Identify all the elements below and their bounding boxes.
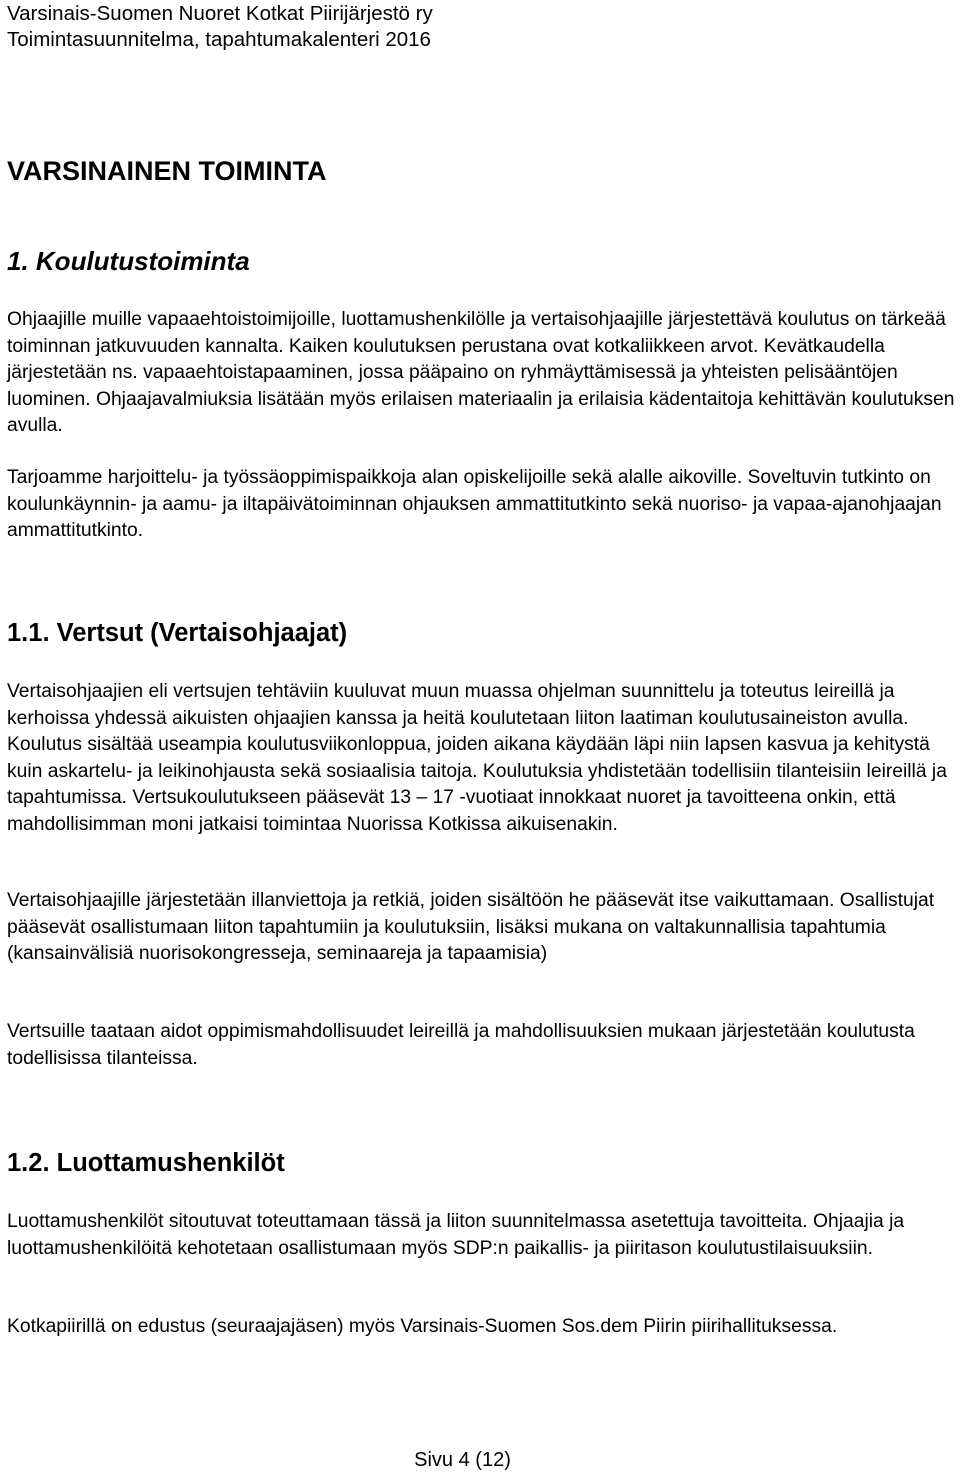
paragraph-koulutus-intro: Ohjaajille muille vapaaehtoistoimijoille, luottamushenkilölle ja vertaisohjaajille järjestettävä koulutus on tärkeää toiminnan jatkuvuuden kannalta. Kaiken koulutuksen perustana ovat kotkaliikkeen arvot. Kevätkaudella järjestetään ns. vapaaehtoistapaaminen, jossa pääpaino on ryhmäyttämisessä ja yhteisten pelisääntöjen luominen. Ohjaajavalmiuksia lisätään myös erilaisen materiaalin ja erilaisia kädentaitoja kehittävän koulutuksen avulla. <box>7 309 955 436</box>
section-heading-luottamushenkilot: 1.2. Luottamushenkilöt <box>7 1149 285 1177</box>
section-heading-koulutustoiminta: 1. Koulutustoiminta <box>7 246 250 276</box>
header-document-title: Toimintasuunnitelma, tapahtumakalenteri 2016 <box>7 28 431 51</box>
paragraph-luottamushenkilot: Luottamushenkilöt sitoutuvat toteuttamaan tässä ja liiton suunnitelmassa asetettuja tavoitteita. Ohjaajia ja luottamushenkilöitä kehotetaan osallistumaan myös SDP:n paikallis- ja piiritason koulutustilaisuuksiin. <box>7 1211 905 1259</box>
header-organization: Varsinais-Suomen Nuoret Kotkat Piirijärjestö ry <box>7 2 433 25</box>
paragraph-vertsut-tehtavat: Vertaisohjaajien eli vertsujen tehtäviin kuuluvat muun muassa ohjelman suunnittelu ja toteutus leireillä ja kerhoissa yhdessä aikuisten ohjaajien kanssa ja heitä koulutetaan liiton laatiman koulutusaineiston avulla. Koulutus sisältää useampia koulutusviikonloppua, joiden aikana käydään läpi niin lapsen kasvua ja kehitystä kuin askartelu- ja leikinohjausta sekä sosiaalisia taitoja. Koulutuksia yhdistetään todellisiin tilanteisiin leireillä ja tapahtumissa. Vertsukoulutukseen pääsevät 13 – 17 -vuotiaat innokkaat nuoret ja tavoitteena onkin, että mahdollisimman moni jatkaisi toimintaa Nuorissa Kotkissa aikuisenakin. <box>7 681 947 835</box>
section-heading-vertsut: 1.1. Vertsut (Vertaisohjaajat) <box>7 619 348 647</box>
paragraph-vertsut-illanvietot: Vertaisohjaajille järjestetään illanviettoja ja retkiä, joiden sisältöön he pääsevät itse vaikuttamaan. Osallistujat pääsevät osallistumaan liiton tapahtumiin ja koulutuksiin, lisäksi mukana on valtakunnallisia tapahtumia (kansainvälisiä nuorisokongresseja, seminaareja ja tapaamisia) <box>7 890 935 964</box>
paragraph-vertsut-oppiminen: Vertsuille taataan aidot oppimismahdollisuudet leireillä ja mahdollisuuksien mukaan järjestetään koulutusta todellisissa tilanteissa. <box>7 1021 915 1069</box>
main-heading: VARSINAINEN TOIMINTA <box>7 156 327 186</box>
page-number: Sivu 4 (12) <box>414 1449 511 1471</box>
paragraph-edustus: Kotkapiirillä on edustus (seuraajajäsen) myös Varsinais-Suomen Sos.dem Piirin piirihallituksessa. <box>7 1316 838 1337</box>
paragraph-harjoittelu: Tarjoamme harjoittelu- ja työssäoppimispaikkoja alan opiskelijoille sekä alalle aikoville. Soveltuvin tutkinto on koulunkäynnin- ja aamu- ja iltapäivätoiminnan ohjauksen ammattitutkinto sekä nuoriso- ja vapaa-ajanohjaajan ammattitutkinto. <box>7 467 942 541</box>
